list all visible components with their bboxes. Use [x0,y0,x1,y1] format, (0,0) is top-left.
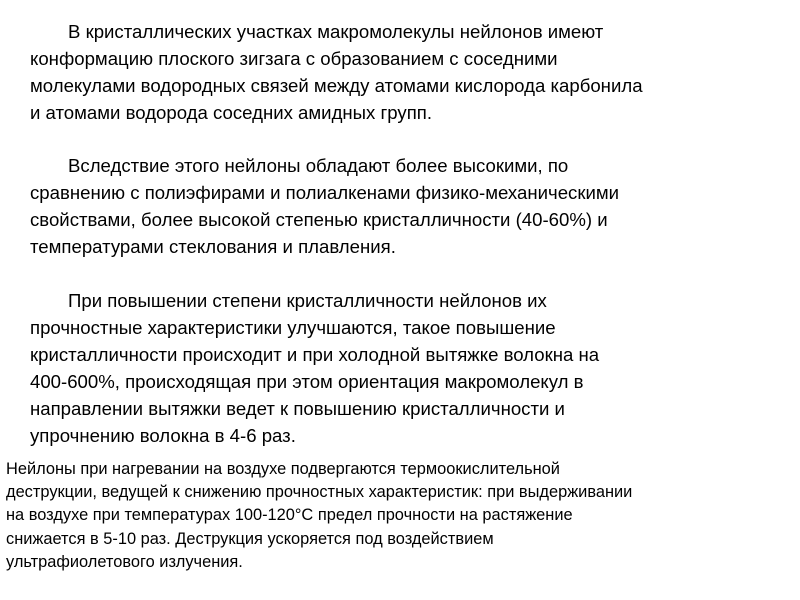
text-line: конформацию плоского зигзага с образованием с соседними [30,48,558,69]
text-line: сравнению с полиэфирами и полиалкенами физико-механическими [30,182,620,203]
text-line: кристалличности происходит и при холодной вытяжке волокна на [30,344,600,365]
text-line: прочностные характеристики улучшаются, такое повышение [30,317,556,338]
text-line: снижается в 5-10 раз. Деструкция ускоряется под воздействием [6,529,494,548]
text-line: При повышении степени кристалличности нейлонов их [68,290,547,311]
text-line: Вследствие этого нейлоны обладают более высокими, по [68,155,569,176]
text-line: температурами стеклования и плавления. [30,236,396,257]
text-line: В кристаллических участках макромолекулы нейлонов имеют [68,21,604,42]
text-line: Нейлоны при нагревании на воздухе подвергаются термоокислительной [6,460,560,478]
text-line: и атомами водорода соседних амидных групп. [30,102,433,123]
text-line: на воздухе при температурах 100-120°С предел прочности на растяжение [6,506,573,525]
text-line: молекулами водородных связей между атомами кислорода карбонила [30,75,643,96]
text-line: ультрафиолетового излучения. [6,552,243,571]
paragraph-crystalline-regions [30,18,643,126]
paragraph-thermal-oxidation [6,458,632,574]
paragraph-crystallinity-increase [30,287,599,449]
text-line: направлении вытяжки ведет к повышению кристалличности и [30,398,565,419]
paragraph-properties [30,152,619,260]
text-line: 400-600%, происходящая при этом ориентация макромолекул в [30,371,584,392]
text-line: упрочнению волокна в 4-6 раз. [30,425,296,446]
text-line: деструкции, ведущей к снижению прочностных характеристик: при выдерживании [6,483,633,502]
text-line: свойствами, более высокой степенью кристалличности (40-60%) и [30,209,608,230]
